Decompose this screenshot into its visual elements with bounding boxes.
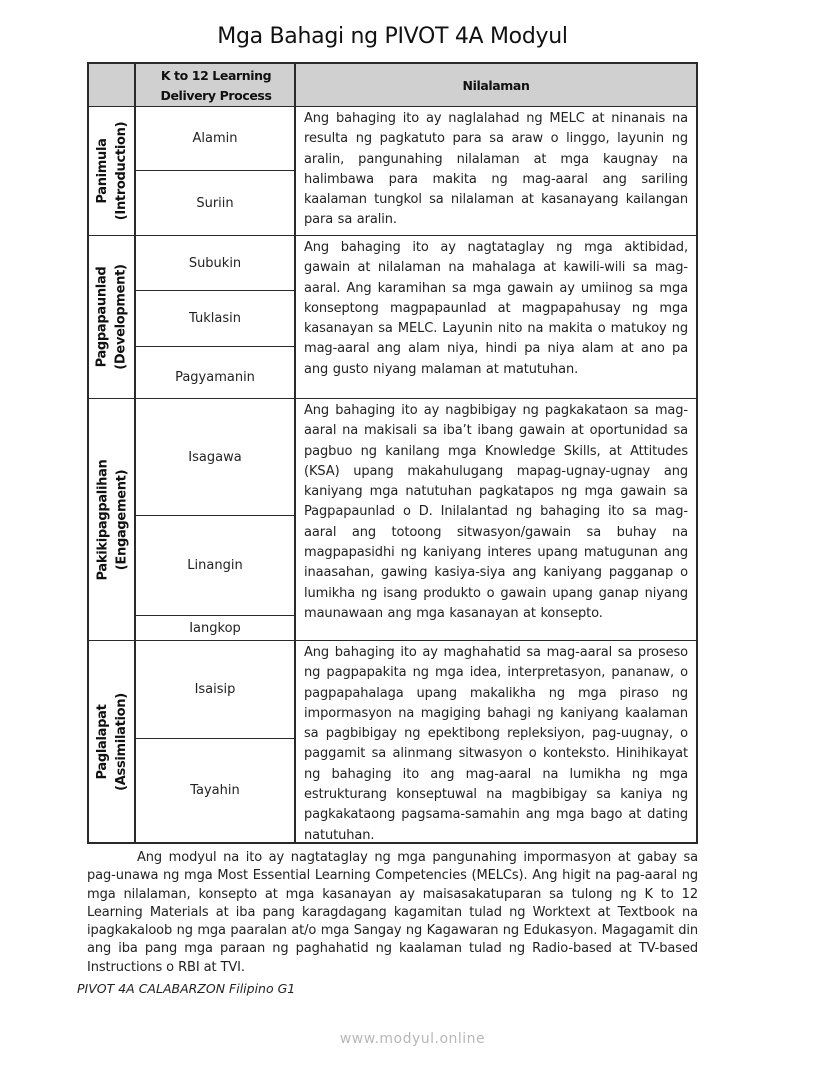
description-paglalapat: Ang bahaging ito ay maghahatid sa mag-aaral sa proseso ng pagpapakita ng mga idea, interpretasyon, pananaw, o pagpapahalaga upang makalikha ng mga piraso ng impormasyon na magiging bahagi ng kaniyang kaalaman sa pagbibigay ng epektibong repleksiyon, pag-uugnay, o paggamit sa alinmang sitwasyon o konteksto. Hinihikayat ng bahaging ito ang mag-aaral na lumikha ng mga estrukturang konseptuwal na magbibigay sa kaniya ng pagkakataong pagsama-samahin ang mga bago at dating natutuhan. xyxy=(304,645,688,843)
page-title: Mga Bahagi ng PIVOT 4A Modyul xyxy=(217,24,568,49)
step-suriin: Suriin xyxy=(196,195,234,211)
step-isaisip: Isaisip xyxy=(194,682,236,697)
header-process-line2: Delivery Process xyxy=(160,87,272,103)
modyul-parts-table xyxy=(87,62,698,844)
step-subukin: Subukin xyxy=(188,255,242,271)
phase-label: Pagpapaunlad xyxy=(95,266,111,368)
header-content-label: Nilalaman xyxy=(462,77,530,93)
step-linangin: Linangin xyxy=(187,558,243,573)
intro-paragraph: Ang modyul na ito ay nagtataglay ng mga pangunahing impormasyon at gabay sa pag-unawa ng mga Most Essential Learning Competencies (MELCs). Ang higit na pag-aaral ng mga nilalaman, konsepto at mga kasanayan ay maisasakatuparan sa tulong ng K to 12 Learning Materials at iba pang karagdagang kagamitan tulad ng Worktext at Textbook na ipagkakaloob ng mga paaralan at/o mga Sangay ng Kagawaran ng Edukasyon. Magagamit din ang iba pang mga paraan ng paghahatid ng kaalaman tulad ng Radio-based at TV-based Instructions o RBI at TVI. xyxy=(87,850,698,975)
header-process-line1: K to 12 Learning xyxy=(160,67,272,83)
phase-label-en: (Introduction) xyxy=(114,121,129,221)
description-pagpapaunlad: Ang bahaging ito ay nagtataglay ng mga aktibidad, gawain at nilalaman na mahalaga at kawili-wili sa mag-aaral. Ang karamihan sa mga gawain ay umiinog sa mga konseptong magpapaunlad at magpapahusay ng mga kasanayan sa MELC. Layunin nito na makita o matukoy ng mag-aaral ang alam niya, hindi pa niya alam at ano pa ang gusto niyang malaman at matutuhan. xyxy=(304,240,688,377)
phase-label-en: (Engagement) xyxy=(114,469,130,570)
phase-label-en: (Assimilation) xyxy=(114,692,130,791)
phase-cell-pagpapaunlad xyxy=(89,236,135,398)
step-iangkop: Iangkop xyxy=(189,620,241,636)
phase-cell-pakikipagpalihan xyxy=(89,399,135,640)
description-panimula: Ang bahaging ito ay naglalahad ng MELC at ninanais na resulta ng pagkatuto para sa araw o linggo, layunin ng aralin, pangunahing nilalaman at mga kaugnay na halimbawa para makita ng mag-aaral ang sariling kaalaman tungkol sa nilalaman at kasanayang kailangan para sa aralin. xyxy=(304,111,688,228)
header-cell-blank xyxy=(89,64,136,107)
footer-label: PIVOT 4A CALABARZON Filipino G1 xyxy=(77,981,296,996)
phase-label: Paglalapat xyxy=(95,703,111,780)
phase-label: Panimula xyxy=(95,138,110,204)
step-alamin: Alamin xyxy=(192,131,238,146)
step-tuklasin: Tuklasin xyxy=(189,311,241,326)
step-tayahin: Tayahin xyxy=(190,783,240,798)
watermark: www.modyul.online xyxy=(339,1031,486,1047)
description-pakikipagpalihan: Ang bahaging ito ay nagbibigay ng pagkakataon sa mag-aaral na makisali sa iba’t ibang gawain at oportunidad sa pagbuo ng kanilang mga Knowledge Skills, at Attitudes (KSA) upang makahulugang mapag-ugnay-ugnay ang kaniyang mga natutuhan pagkatapos ng mga gawain sa Pagpapaunlad o D. Inilalantad ng bahaging ito sa mag-aaral ang totoong sitwasyon/gawain sa buhay na magpapasidhi ng kaniyang interes upang matugunan ang inaasahan, gawing kasiya-siya ang kaniyang pagganap o lumikha ng isang produkto o gawain upang ganap niyang maunawaan ang mga kasanayan at konsepto. xyxy=(304,403,688,621)
phase-cell-paglalapat xyxy=(89,641,135,842)
header-cell-process xyxy=(136,64,296,107)
phase-label: Pakikipagpalihan xyxy=(95,458,111,581)
step-pagyamanin: Pagyamanin xyxy=(175,369,255,385)
header-cell-content xyxy=(296,64,696,107)
step-isagawa: Isagawa xyxy=(188,449,242,465)
phase-cell-panimula xyxy=(89,107,135,235)
phase-label-en: (Development) xyxy=(114,264,130,370)
